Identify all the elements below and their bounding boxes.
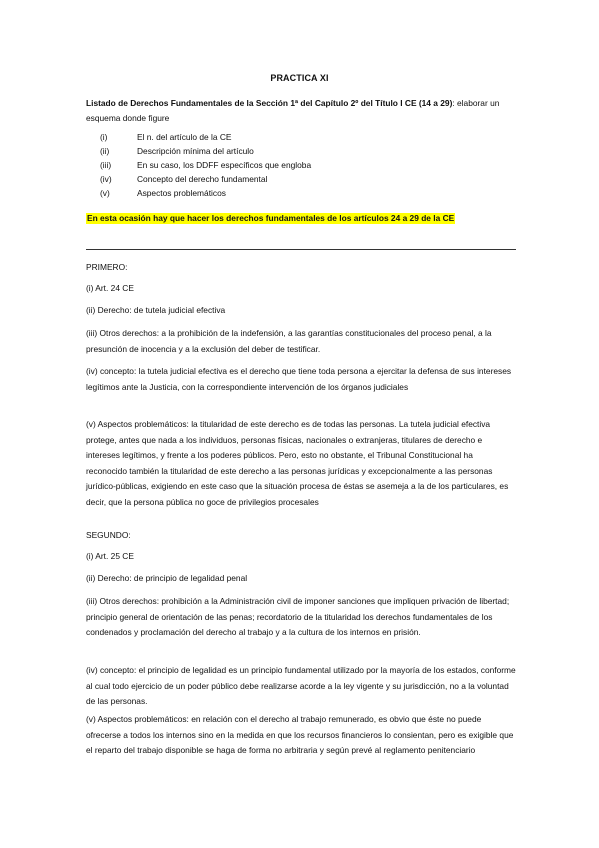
paragraph-other-rights: (iii) Otros derechos: prohibición a la Administración civil de imponer sanciones que impliquen privación de libertad; principio general de orientación de las penas; recordatorio de la titularidad los derechos fundamentales de los condenados y proclamación del derecho al trabajo y a la cultura de los internos en prisión. <box>86 596 510 637</box>
paragraph-issues: (v) Aspectos problemáticos: la titularidad de este derecho es de todas las personas. La tutela judicial efectiva protege, antes que nada a los individuos, personas físicas, nacionales o extranjeras, titulares de derecho e intereses legítimos, y frente a los poderes públicos. Pero, esto no obstante, el Tribunal Constitucional ha reconocido también la titularidad de este derecho a las personas jurídicas y excepcionalmente a las personas jurídico-públicas, exigiendo en este caso que la situación procesa de éstas se asemeja a la de los particulares, es decir, que la persona pública no goce de privilegios procesales <box>86 419 509 507</box>
paragraph-article: (i) Art. 24 CE <box>86 283 134 293</box>
list-item-text: En su caso, los DDFF específicos que engloba <box>137 160 312 170</box>
list-item-text: Aspectos problemáticos <box>137 188 226 198</box>
paragraph-concept: (iv) concepto: el principio de legalidad es un principio fundamental utilizado por la mayoría de los estados, conforme al cual todo ejercicio de un poder público debe realizarse acorde a la ley vigente y su jurisdicción, no a la voluntad de las personas. <box>86 665 516 706</box>
page-title: PRACTICA XI <box>270 73 329 83</box>
paragraph-right: (ii) Derecho: de tutela judicial efectiva <box>86 305 226 315</box>
list-item <box>100 130 500 144</box>
horizontal-divider <box>86 249 516 250</box>
intro-rest: : elaborar un esquema donde figure <box>86 98 500 123</box>
list-item-number: (v) <box>100 188 110 198</box>
paragraph-issues: (v) Aspectos problemáticos: en relación con el derecho al trabajo remunerado, es obvio que éste no puede ofrecerse a todos los internos sino en la medida en que los recursos financieros lo consientan, pero es exigible que el reparto del trabajo disponible se haga de forma no arbitraria y según prevé al reglamento penitenciario <box>86 714 514 755</box>
list-item <box>100 186 500 200</box>
list-item-number: (iii) <box>100 160 112 170</box>
list-item-number: (ii) <box>100 146 110 156</box>
highlighted-instruction: En esta ocasión hay que hacer los derechos fundamentales de los artículos 24 a 29 de la CE <box>87 213 455 223</box>
paragraph-right: (ii) Derecho: de principio de legalidad penal <box>86 573 248 583</box>
requirements-list <box>100 130 500 200</box>
paragraph-article: (i) Art. 25 CE <box>86 551 134 561</box>
list-item <box>100 158 500 172</box>
list-item <box>100 144 500 158</box>
list-item-text: El n. del artículo de la CE <box>137 132 232 142</box>
section-heading-primero: PRIMERO: <box>86 262 128 272</box>
intro-bold: Listado de Derechos Fundamentales de la Sección 1ª del Capítulo 2º del Título I CE (14 a 29) <box>86 98 453 108</box>
section-heading-segundo: SEGUNDO: <box>86 530 131 540</box>
list-item-text: Descripción mínima del artículo <box>137 146 254 156</box>
paragraph-concept: (iv) concepto: la tutela judicial efectiva es el derecho que tiene toda persona a ejercitar la defensa de sus intereses legítimos ante la Justicia, con la correspondiente intervención de los órganos judiciales <box>86 366 512 392</box>
intro-text <box>86 96 516 125</box>
list-item-text: Concepto del derecho fundamental <box>137 174 268 184</box>
paragraph-other-rights: (iii) Otros derechos: a la prohibición de la indefensión, a las garantías constitucionales del proceso penal, a la presunción de inocencia y a la exclusión del deber de testificar. <box>86 328 492 354</box>
list-item <box>100 172 500 186</box>
list-item-number: (i) <box>100 132 108 142</box>
list-item-number: (iv) <box>100 174 112 184</box>
